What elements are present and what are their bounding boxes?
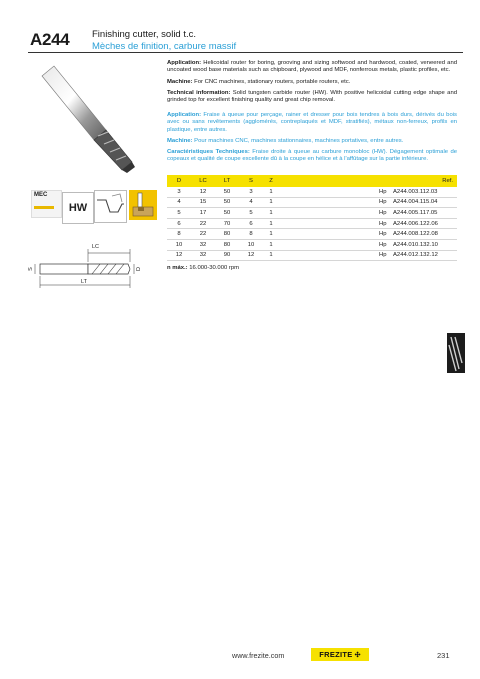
cell-lt: 90 [215, 250, 239, 261]
workpiece-icon [129, 190, 157, 220]
lc-label: LC [92, 244, 100, 250]
profile-cut-icon [94, 190, 127, 223]
cell-lt: 80 [215, 229, 239, 240]
desc-fr-machine: Machine: Pour machines CNC, machines stationnaires, machines portatives, entre autres. [167, 137, 404, 144]
cell-ref: A244.012.132.12 [393, 250, 457, 261]
specification-table [167, 175, 457, 261]
website-link[interactable]: www.frezite.com [232, 651, 285, 660]
cell-z: 1 [263, 229, 279, 240]
header-divider [28, 52, 463, 53]
cell-lc: 22 [191, 229, 215, 240]
table-row [167, 239, 457, 250]
cell-d: 6 [167, 218, 191, 229]
cell-s: 10 [239, 239, 263, 250]
cell-hp: Hp [379, 218, 393, 229]
table-row [167, 197, 457, 208]
cell-ref: A244.010.132.10 [393, 239, 457, 250]
brand-star-icon: ✣ [354, 651, 361, 659]
cell-lt: 50 [215, 187, 239, 197]
cell-d: 3 [167, 187, 191, 197]
cell-z: 1 [263, 187, 279, 197]
cell-ref: A244.006.122.06 [393, 218, 457, 229]
d-label: D [135, 267, 142, 271]
cell-hp: Hp [379, 250, 393, 261]
cell-lc: 32 [191, 250, 215, 261]
cell-d: 4 [167, 197, 191, 208]
cell-z: 1 [263, 218, 279, 229]
col-lc: LC [191, 175, 215, 187]
page-number: 231 [437, 651, 450, 660]
cell-ref: A244.004.115.04 [393, 197, 457, 208]
cell-ref: A244.008.122.08 [393, 229, 457, 240]
cell-s: 12 [239, 250, 263, 261]
description-fr [167, 112, 457, 168]
cell-ref: A244.003.112.03 [393, 187, 457, 197]
cell-s: 3 [239, 187, 263, 197]
desc-en-technical: Technical information: Solid tungsten carbide router (HW). With positive helicoidal cutting edge shape and grinded top for excellent finishing quality and great chip removal. [167, 89, 457, 104]
brand-logo [311, 648, 369, 661]
cell-lc: 12 [191, 187, 215, 197]
cell-lt: 50 [215, 197, 239, 208]
table-row [167, 187, 457, 197]
mec-label: MEC [34, 192, 48, 198]
drill-bit-icon [34, 206, 54, 209]
product-title-fr: Mèches de finition, carbure massif [92, 41, 237, 52]
cell-lc: 15 [191, 197, 215, 208]
cell-lc: 22 [191, 218, 215, 229]
product-thumbnail [447, 333, 465, 373]
cell-z: 1 [263, 197, 279, 208]
cell-d: 8 [167, 229, 191, 240]
desc-en-application: Application: Helicoidal router for boring, grooving and sizing softwood and hardwood, coated, veneered and uncoated wood base materials such as chipboard, plywood and MDF, nonferrous metals, plastic profiles, etc. [167, 60, 457, 74]
table-header-row [167, 175, 457, 187]
cell-lc: 17 [191, 208, 215, 219]
desc-fr-application: Application: Fraise à queue pour perçage, rainer et dresser pour bois tendres à bois durs, dérivés du bois avec ou sans revêtements (agglomérés, contreplaqués et MDF, stratifiés), métaux non-ferreux, profils en plastique, entre autres. [167, 112, 457, 133]
product-code: A244 [30, 30, 70, 49]
cell-d: 10 [167, 239, 191, 250]
cell-hp: Hp [379, 197, 393, 208]
desc-en-machine: Machine: For CNC machines, stationary routers, portable routers, etc. [167, 78, 351, 85]
product-title-en: Finishing cutter, solid t.c. [92, 29, 197, 40]
table-row [167, 208, 457, 219]
max-rpm: n máx.: 16.000-30.000 rpm [167, 265, 240, 271]
router-bit-image [36, 62, 146, 177]
cell-hp: Hp [379, 208, 393, 219]
col-lt: LT [215, 175, 239, 187]
cell-hp: Hp [379, 229, 393, 240]
cell-z: 1 [263, 208, 279, 219]
cell-lt: 70 [215, 218, 239, 229]
description-en [167, 60, 457, 108]
desc-fr-technical: Caractéristiques Techniques: Fraise droite à queue au carbure monobloc (HW). Dégagement optimale de copeaux et qualité de coupe excellente dû à la coupe en hélice et à l'affûtage sur la partie inférieure. [167, 149, 457, 163]
table-row [167, 218, 457, 229]
cell-s: 5 [239, 208, 263, 219]
cell-z: 1 [263, 250, 279, 261]
cell-s: 6 [239, 218, 263, 229]
cell-lt: 50 [215, 208, 239, 219]
cell-ref: A244.005.117.05 [393, 208, 457, 219]
lt-label: LT [81, 279, 88, 285]
col-d: D [167, 175, 191, 187]
cell-lc: 32 [191, 239, 215, 250]
col-s: S [239, 175, 263, 187]
cell-lt: 80 [215, 239, 239, 250]
cell-s: 4 [239, 197, 263, 208]
cell-s: 8 [239, 229, 263, 240]
hw-badge: HW [62, 192, 94, 224]
table-row [167, 250, 457, 261]
col-z: Z [263, 175, 279, 187]
cell-z: 1 [263, 239, 279, 250]
brand-name: FREZITE [319, 650, 353, 659]
s-label: S [27, 267, 34, 271]
col-ref: Ref. [393, 175, 457, 187]
cell-hp: Hp [379, 239, 393, 250]
cell-hp: Hp [379, 187, 393, 197]
cell-d: 5 [167, 208, 191, 219]
table-row [167, 229, 457, 240]
cell-d: 12 [167, 250, 191, 261]
